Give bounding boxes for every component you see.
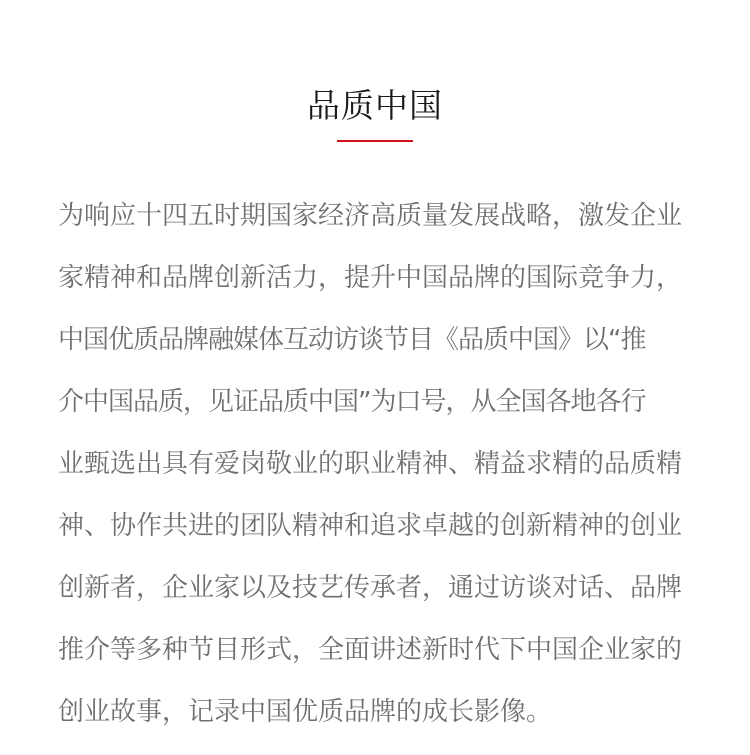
article-body: [58, 190, 698, 748]
body-line: 介中国品质，见证品质中国”为口号，从全国各地各行: [58, 387, 646, 417]
title-divider: [337, 140, 413, 142]
article-title: 品质中国: [307, 86, 443, 125]
body-line: 业甄选出具有爱岗敬业的职业精神、精益求精的品质精: [58, 449, 683, 479]
body-line: 中国优质品牌融媒体互动访谈节目《品质中国》以“推: [58, 325, 646, 355]
body-line: 创业故事，记录中国优质品牌的成长影像。: [58, 697, 553, 727]
body-line: 家精神和品牌创新活力，提升中国品牌的国际竞争力，: [58, 263, 683, 293]
body-line: 神、协作共进的团队精神和追求卓越的创新精神的创业: [58, 511, 683, 541]
body-line: 为响应十四五时期国家经济高质量发展战略，激发企业: [58, 201, 683, 231]
body-line: 创新者，企业家以及技艺传承者，通过访谈对话、品牌: [58, 573, 683, 603]
body-line: 推介等多种节目形式，全面讲述新时代下中国企业家的: [58, 635, 683, 665]
